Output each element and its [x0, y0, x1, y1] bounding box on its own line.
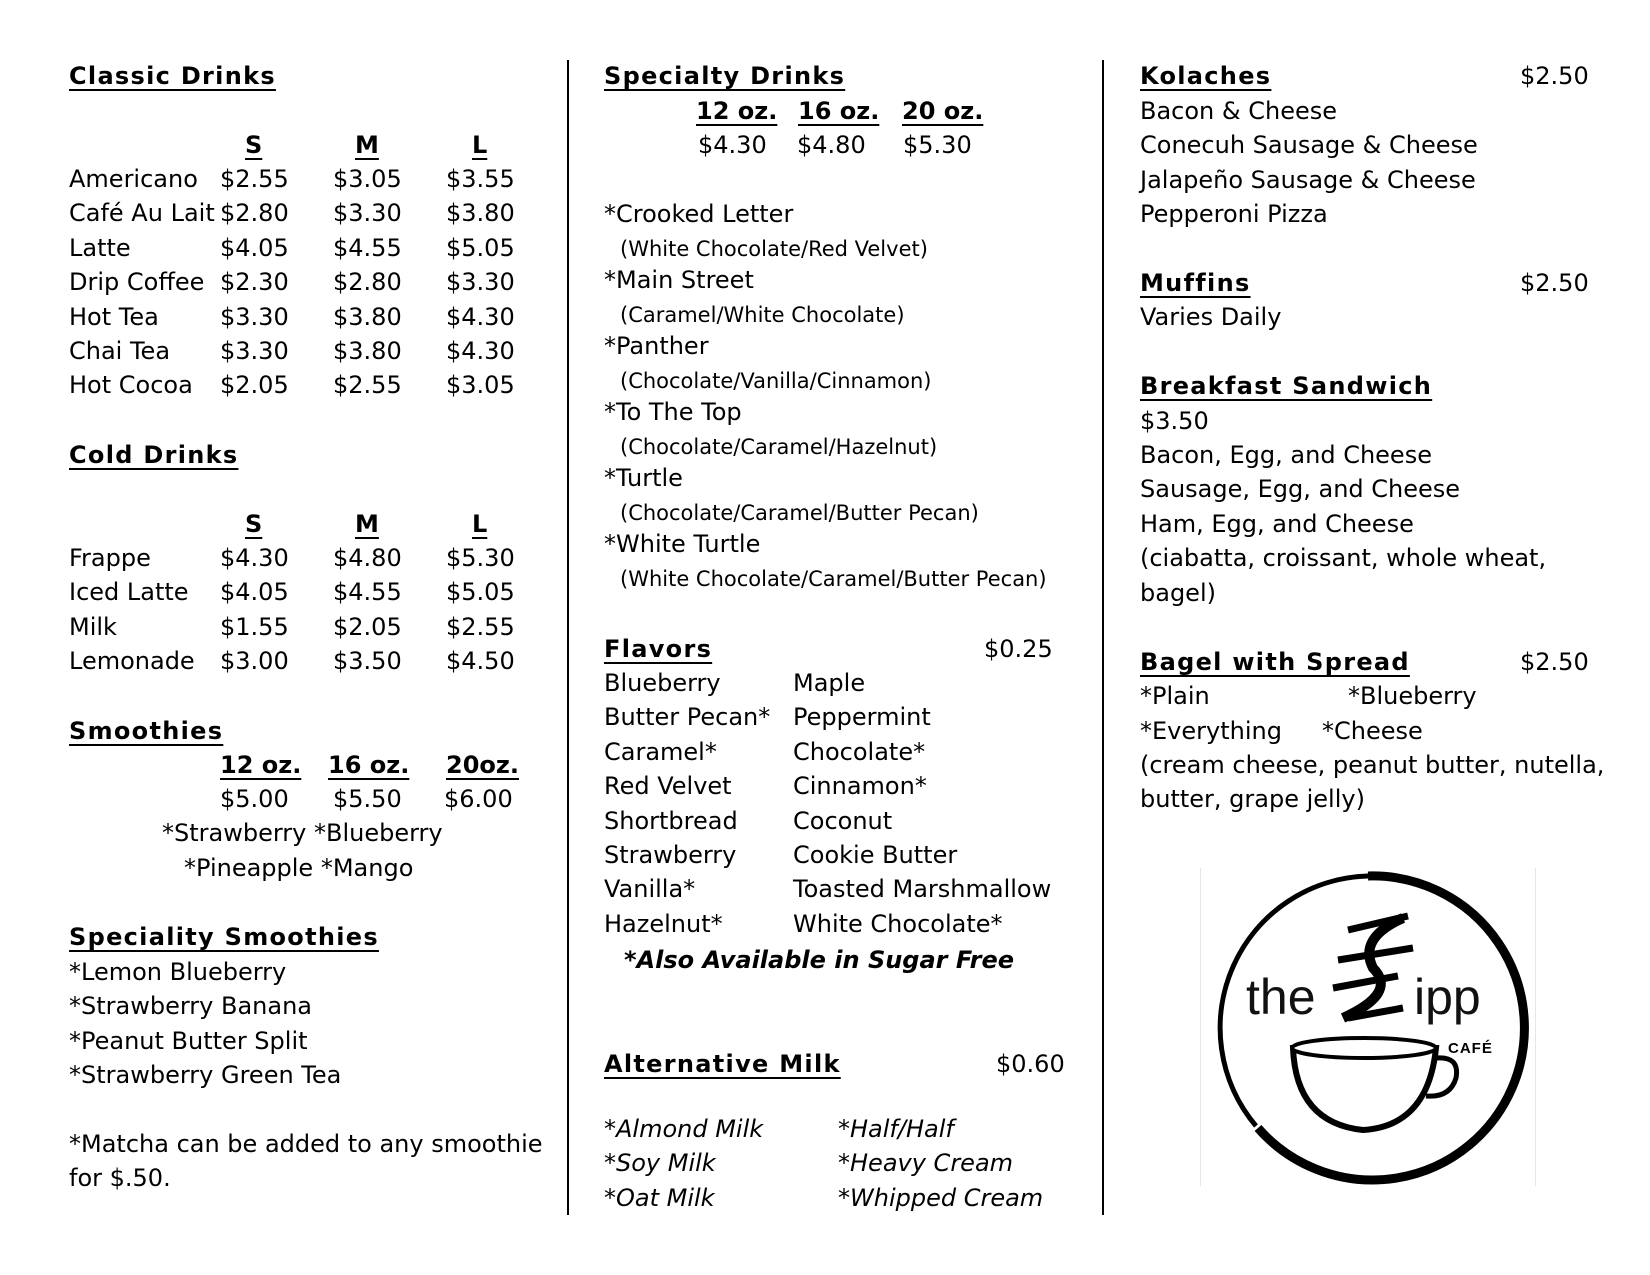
milk-option: *Almond Milk — [604, 1115, 764, 1143]
flavor-item: White Chocolate* — [793, 909, 1003, 938]
list-item: Bacon, Egg, and Cheese — [1140, 441, 1432, 469]
price-medium: $3.05 — [333, 165, 402, 193]
smoothie-size-16: 16 oz. — [328, 751, 410, 779]
size-s-label: S — [245, 510, 263, 538]
list-item: Conecuh Sausage & Cheese — [1140, 131, 1478, 159]
bagel-option: *Cheese — [1322, 717, 1423, 745]
bagel-price: $2.50 — [1520, 648, 1589, 676]
price-medium: $3.80 — [333, 337, 402, 365]
price-large: $3.80 — [446, 199, 515, 228]
list-item: *Lemon Blueberry — [69, 958, 287, 986]
spread-note-2: butter, grape jelly) — [1140, 785, 1365, 813]
flavor-item: Caramel* — [604, 737, 717, 766]
size-s-label: S — [245, 131, 263, 159]
cold-drinks-heading: Cold Drinks — [69, 441, 239, 469]
specialty-item-desc: (White Chocolate/Red Velvet) — [620, 237, 928, 261]
price-large: $4.30 — [446, 302, 515, 331]
milk-option: *Heavy Cream — [838, 1149, 1014, 1178]
flavors-price: $0.25 — [984, 635, 1053, 663]
list-item: Bacon & Cheese — [1140, 97, 1338, 125]
smoothie-price-12: $5.00 — [220, 785, 289, 813]
price-small: $3.30 — [220, 302, 289, 331]
size-m-label: M — [355, 131, 379, 159]
specialty-item-name: *Crooked Letter — [604, 200, 794, 228]
spread-note-1: (cream cheese, peanut butter, nutella, — [1140, 751, 1605, 779]
milk-option: *Whipped Cream — [838, 1183, 1044, 1212]
list-item: Jalapeño Sausage & Cheese — [1140, 166, 1476, 194]
specialty-size-20: 20 oz. — [902, 97, 984, 125]
breakfast-sandwich-heading: Breakfast Sandwich — [1140, 372, 1433, 400]
alternative-milk-heading: Alternative Milk — [604, 1050, 841, 1078]
flavor-item: Toasted Marshmallow — [793, 875, 1052, 904]
classic-drinks-heading: Classic Drinks — [69, 62, 276, 90]
specialty-item-desc: (Chocolate/Caramel/Hazelnut) — [620, 435, 938, 459]
specialty-size-12: 12 oz. — [696, 97, 778, 125]
flavor-item: Blueberry — [604, 669, 721, 697]
specialty-price-16: $4.80 — [797, 131, 866, 159]
list-item: *Strawberry Banana — [69, 992, 312, 1020]
price-small: $2.80 — [220, 199, 289, 228]
price-medium: $4.55 — [333, 578, 402, 607]
price-small: $2.05 — [220, 371, 289, 400]
price-small: $2.55 — [220, 165, 289, 193]
coffee-cup-icon — [1198, 868, 1538, 1188]
menu-item-name: Lemonade — [69, 647, 195, 676]
matcha-note-1: *Matcha can be added to any smoothie — [69, 1130, 543, 1158]
bagel-heading: Bagel with Spread — [1140, 648, 1410, 676]
logo-word-the: the — [1246, 969, 1316, 1025]
list-item: *Strawberry Green Tea — [69, 1061, 342, 1089]
breakfast-price: $3.50 — [1140, 407, 1209, 435]
flavors-heading: Flavors — [604, 635, 713, 663]
list-item: Sausage, Egg, and Cheese — [1140, 475, 1461, 503]
flavor-item: Shortbread — [604, 806, 738, 835]
logo-word-ipp: ipp — [1414, 969, 1481, 1025]
bread-note-1: (ciabatta, croissant, whole wheat, — [1140, 544, 1547, 572]
menu-item-name: Chai Tea — [69, 337, 171, 365]
price-large: $2.55 — [446, 612, 515, 641]
smoothie-price-20: $6.00 — [444, 785, 513, 813]
flavor-item: Cinnamon* — [793, 772, 927, 801]
column-divider-right — [1102, 60, 1104, 1215]
sipp-cafe-logo — [1198, 868, 1538, 1188]
matcha-note-2: for $.50. — [69, 1164, 171, 1192]
column-divider-left — [567, 60, 569, 1215]
price-medium: $4.80 — [333, 544, 402, 572]
smoothie-flavors-2: *Pineapple *Mango — [184, 854, 414, 882]
muffins-heading: Muffins — [1140, 269, 1251, 297]
price-medium: $3.50 — [333, 647, 402, 676]
size-l-label: L — [472, 510, 488, 538]
price-small: $1.55 — [220, 612, 289, 641]
menu-item-name: Café Au Lait — [69, 199, 215, 228]
menu-item-name: Americano — [69, 165, 198, 193]
flavor-item: Butter Pecan* — [604, 703, 771, 732]
smoothie-size-20: 20oz. — [446, 751, 519, 779]
flavor-item: Vanilla* — [604, 875, 696, 904]
price-medium: $2.80 — [333, 268, 402, 297]
muffins-price: $2.50 — [1520, 269, 1589, 297]
kolaches-price: $2.50 — [1520, 62, 1589, 90]
flavor-item: Maple — [793, 669, 866, 697]
price-medium: $3.80 — [333, 302, 402, 331]
specialty-item-desc: (Chocolate/Caramel/Butter Pecan) — [620, 501, 979, 525]
price-medium: $2.55 — [333, 371, 402, 400]
size-l-label: L — [472, 131, 488, 159]
size-m-label: M — [355, 510, 379, 538]
specialty-price-20: $5.30 — [903, 131, 972, 159]
bread-note-2: bagel) — [1140, 579, 1216, 607]
kolaches-heading: Kolaches — [1140, 62, 1272, 90]
specialty-item-desc: (Caramel/White Chocolate) — [620, 303, 905, 327]
list-item: *Peanut Butter Split — [69, 1027, 308, 1055]
smoothie-price-16: $5.50 — [333, 785, 402, 813]
specialty-item-name: *To The Top — [604, 398, 742, 426]
menu-item-name: Drip Coffee — [69, 268, 205, 297]
specialty-item-name: *Turtle — [604, 464, 683, 492]
alternative-milk-price: $0.60 — [996, 1050, 1065, 1078]
smoothies-heading: Smoothies — [69, 717, 224, 745]
smoothie-size-12: 12 oz. — [220, 751, 302, 779]
price-medium: $3.30 — [333, 199, 402, 228]
price-medium: $4.55 — [333, 233, 402, 262]
price-large: $3.55 — [446, 165, 515, 193]
bagel-option: *Everything — [1140, 717, 1282, 745]
specialty-drinks-heading: Specialty Drinks — [604, 62, 846, 90]
price-large: $3.30 — [446, 268, 515, 297]
milk-option: *Oat Milk — [604, 1183, 715, 1212]
specialty-item-name: *Panther — [604, 332, 709, 360]
specialty-item-name: *White Turtle — [604, 530, 761, 558]
menu-item-name: Milk — [69, 612, 117, 641]
menu-item-name: Iced Latte — [69, 578, 189, 607]
bagel-option: *Blueberry — [1348, 682, 1477, 710]
menu-item-name: Frappe — [69, 544, 151, 572]
price-medium: $2.05 — [333, 612, 402, 641]
price-small: $2.30 — [220, 268, 289, 297]
specialty-item-desc: (White Chocolate/Caramel/Butter Pecan) — [620, 567, 1047, 591]
price-small: $4.05 — [220, 233, 289, 262]
milk-option: *Half/Half — [838, 1115, 954, 1143]
price-large: $5.05 — [446, 578, 515, 607]
flavor-item: Chocolate* — [793, 737, 926, 766]
list-item: Ham, Egg, and Cheese — [1140, 510, 1414, 538]
sugar-free-note: *Also Available in Sugar Free — [624, 946, 1015, 974]
flavor-item: Coconut — [793, 806, 893, 835]
flavor-item: Strawberry — [604, 841, 737, 869]
flavor-item: Hazelnut* — [604, 909, 723, 938]
price-small: $3.00 — [220, 647, 289, 676]
specialty-price-12: $4.30 — [698, 131, 767, 159]
bagel-option: *Plain — [1140, 682, 1210, 710]
price-large: $4.50 — [446, 647, 515, 676]
price-large: $5.30 — [446, 544, 515, 572]
price-large: $4.30 — [446, 337, 515, 365]
price-small: $4.30 — [220, 544, 289, 572]
menu-item-name: Hot Tea — [69, 302, 159, 331]
specialty-size-16: 16 oz. — [798, 97, 880, 125]
smoothie-flavors-1: *Strawberry *Blueberry — [162, 819, 443, 847]
muffins-desc: Varies Daily — [1140, 303, 1282, 331]
menu-item-name: Latte — [69, 233, 131, 262]
menu-item-name: Hot Cocoa — [69, 371, 193, 400]
logo-cafe-label: CAFÉ — [1448, 1040, 1493, 1057]
price-large: $5.05 — [446, 233, 515, 262]
price-small: $4.05 — [220, 578, 289, 607]
specialty-item-desc: (Chocolate/Vanilla/Cinnamon) — [620, 369, 932, 393]
specialty-item-name: *Main Street — [604, 266, 754, 294]
flavor-item: Red Velvet — [604, 772, 732, 801]
speciality-smoothies-heading: Speciality Smoothies — [69, 923, 379, 951]
price-large: $3.05 — [446, 371, 515, 400]
price-small: $3.30 — [220, 337, 289, 365]
milk-option: *Soy Milk — [604, 1149, 716, 1178]
list-item: Pepperoni Pizza — [1140, 200, 1328, 228]
flavor-item: Peppermint — [793, 703, 931, 732]
flavor-item: Cookie Butter — [793, 841, 958, 869]
